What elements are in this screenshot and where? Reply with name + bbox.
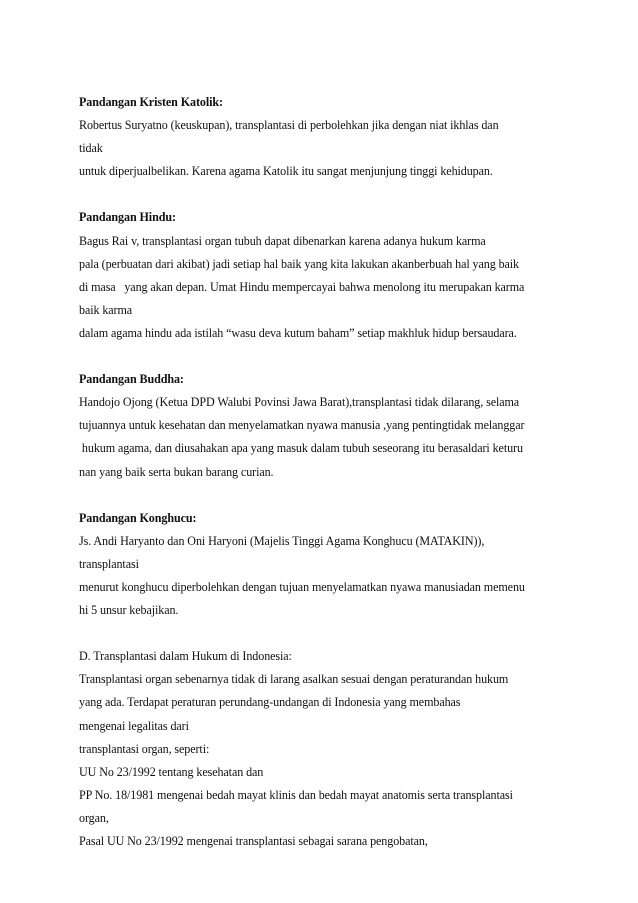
paragraph-line: organ, xyxy=(79,810,109,825)
paragraph-line: hukum agama, dan diusahakan apa yang masuk dalam tubuh seseorang itu berasaldari keturu xyxy=(79,441,523,456)
section-hindu xyxy=(79,206,579,345)
paragraph-line: Js. Andi Haryanto dan Oni Haryoni (Majelis Tinggi Agama Konghucu (MATAKIN)), xyxy=(79,533,485,548)
paragraph-line: transplantasi organ, seperti: xyxy=(79,741,210,756)
paragraph-line: di masa yang akan depan. Umat Hindu mempercayai bahwa menolong itu merupakan karma xyxy=(79,279,525,294)
paragraph-line: transplantasi xyxy=(79,556,139,571)
paragraph-line: dalam agama hindu ada istilah “wasu deva kutum baham” setiap makhluk hidup bersaudara. xyxy=(79,325,517,340)
paragraph-line: Transplantasi organ sebenarnya tidak di larang asalkan sesuai dengan peraturandan hukum xyxy=(79,672,509,687)
section-spacer xyxy=(79,345,579,368)
section-hukum-indonesia xyxy=(79,645,579,853)
paragraph-line: mengenai legalitas dari xyxy=(79,718,189,733)
document-page xyxy=(79,91,579,853)
section-heading: Pandangan Konghucu: xyxy=(79,510,197,525)
paragraph-line: menurut konghucu diperbolehkan dengan tujuan menyelamatkan nyawa manusiadan memenu xyxy=(79,579,525,594)
paragraph-line: hi 5 unsur kebajikan. xyxy=(79,603,179,618)
paragraph-line: tujuannya untuk kesehatan dan menyelamatkan nyawa manusia ,yang pentingtidak melanggar xyxy=(79,418,525,433)
paragraph-line: Handojo Ojong (Ketua DPD Walubi Povinsi Jawa Barat),transplantasi tidak dilarang, selama xyxy=(79,395,520,410)
paragraph-line: PP No. 18/1981 mengenai bedah mayat klinis dan bedah mayat anatomis serta transplantasi xyxy=(79,787,513,802)
paragraph-line: untuk diperjualbelikan. Karena agama Katolik itu sangat menjunjung tinggi kehidupan. xyxy=(79,164,493,179)
section-konghucu xyxy=(79,507,579,622)
section-spacer xyxy=(79,484,579,507)
paragraph-line: Pasal UU No 23/1992 mengenai transplantasi sebagai sarana pengobatan, xyxy=(79,834,428,848)
section-heading: Pandangan Kristen Katolik: xyxy=(79,95,223,109)
section-heading: D. Transplantasi dalam Hukum di Indonesia: xyxy=(79,649,292,664)
section-spacer xyxy=(79,183,579,206)
paragraph-line: yang ada. Terdapat peraturan perundang-undangan di Indonesia yang membahas xyxy=(79,695,461,710)
section-buddha xyxy=(79,368,579,483)
section-heading: Pandangan Hindu: xyxy=(79,210,176,225)
paragraph-line: Bagus Rai v, transplantasi organ tubuh dapat dibenarkan karena adanya hukum karma xyxy=(79,233,486,248)
section-spacer xyxy=(79,622,579,645)
paragraph-line: UU No 23/1992 tentang kesehatan dan xyxy=(79,764,264,779)
section-kristen-katolik xyxy=(79,91,579,183)
paragraph-line: tidak xyxy=(79,141,103,156)
section-heading: Pandangan Buddha: xyxy=(79,372,184,387)
paragraph-line: pala (perbuatan dari akibat) jadi setiap hal baik yang kita lakukan akanberbuah hal yang baik xyxy=(79,256,520,271)
paragraph-line: baik karma xyxy=(79,302,133,317)
paragraph-line: nan yang baik serta bukan barang curian. xyxy=(79,464,274,479)
paragraph-line: Robertus Suryatno (keuskupan), transplantasi di perbolehkan jika dengan niat ikhlas dan xyxy=(79,118,499,133)
